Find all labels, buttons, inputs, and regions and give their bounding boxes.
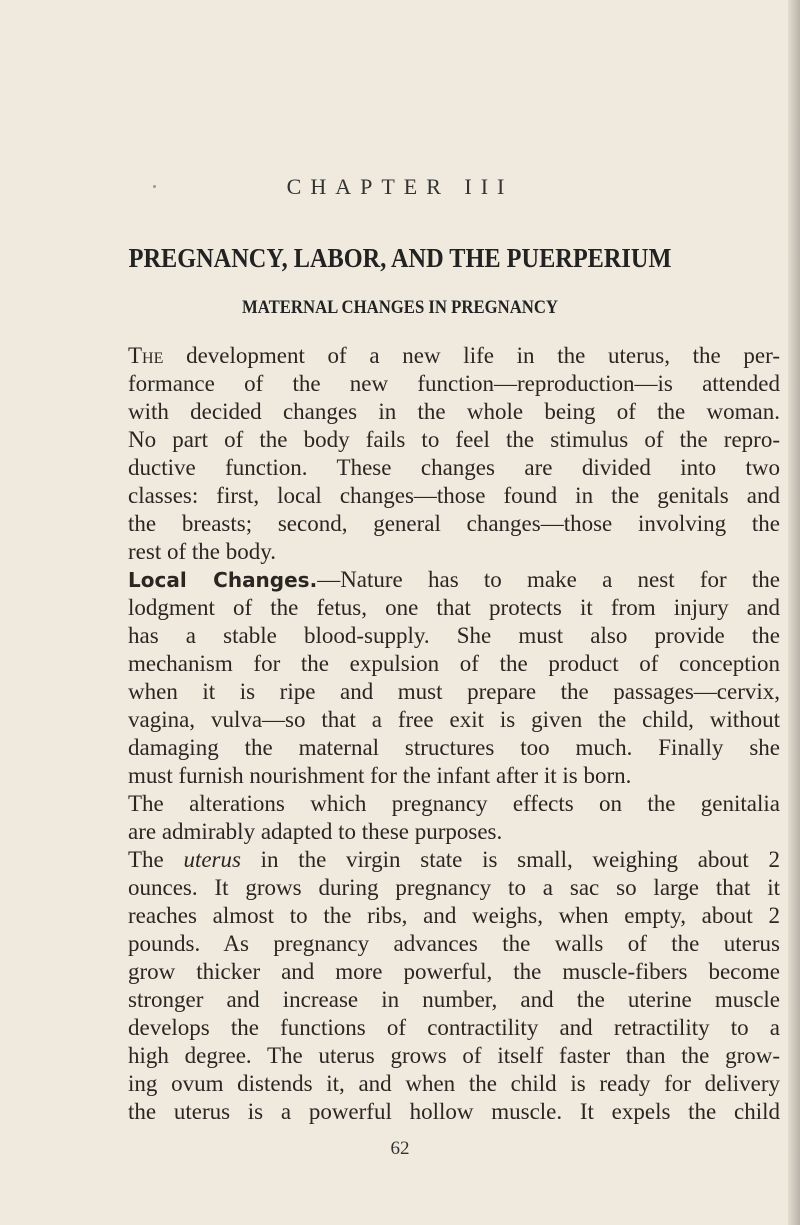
body-text [128, 342, 780, 1126]
text-line [128, 650, 780, 678]
text-span: pounds. As pregnancy advances the walls of the uterus [128, 931, 780, 956]
text-line [128, 986, 780, 1014]
text-span: ounces. It grows during pregnancy to a sac so large that it [128, 875, 780, 900]
text-line [128, 1042, 780, 1070]
chapter-heading: CHAPTER III [286, 174, 514, 199]
text-span: the uterus is a powerful hollow muscle. It expels the child [128, 1099, 780, 1124]
text-line [128, 790, 780, 818]
text-line [128, 482, 780, 510]
text-span: vagina, vulva—so that a free exit is given the child, without [128, 707, 780, 732]
text-line [128, 398, 780, 426]
text-line [128, 706, 780, 734]
text-span: high degree. The uterus grows of itself faster than the grow- [128, 1043, 780, 1068]
text-span: formance of the new function—reproduction—is attended [128, 371, 780, 396]
emphasized-text: The [128, 343, 164, 368]
text-span: damaging the maternal structures too much. Finally she [128, 735, 780, 760]
text-span: mechanism for the expulsion of the product of conception [128, 651, 780, 676]
emphasized-text: uterus [183, 847, 241, 872]
text-line [128, 426, 780, 454]
text-span: The [128, 847, 184, 872]
text-span: classes: first, local changes—those found in the genitals and [128, 483, 780, 508]
text-span: grow thicker and more powerful, the muscle-fibers become [128, 959, 780, 984]
text-span: development of a new life in the uterus, the per- [163, 343, 780, 368]
text-span: ductive function. These changes are divided into two [128, 455, 780, 480]
text-span: the breasts; second, general changes—those involving the [128, 511, 780, 536]
text-line [128, 370, 780, 398]
text-line [128, 342, 780, 370]
text-span: lodgment of the fetus, one that protects it from injury and [128, 595, 780, 620]
text-span: —Nature has to make a nest for the [317, 567, 781, 592]
emphasized-text: Local Changes. [128, 568, 318, 592]
text-line [128, 1014, 780, 1042]
text-line [128, 566, 780, 594]
text-span: reaches almost to the ribs, and weighs, when empty, about 2 [128, 903, 780, 928]
text-line [128, 678, 780, 706]
text-line [128, 734, 780, 762]
text-span: when it is ripe and must prepare the passages—cervix, [128, 679, 780, 704]
text-line [128, 930, 780, 958]
text-line [128, 594, 780, 622]
text-line [128, 622, 780, 650]
text-span: rest of the body. [128, 539, 276, 564]
text-span: with decided changes in the whole being of the woman. [128, 399, 780, 424]
text-span: must furnish nourishment for the infant after it is born. [128, 763, 632, 788]
text-span: has a stable blood-supply. She must also provide the [128, 623, 780, 648]
text-line [128, 510, 780, 538]
text-line [128, 874, 780, 902]
section-heading: MATERNAL CHANGES IN PREGNANCY [241, 297, 559, 318]
text-line [128, 762, 780, 790]
text-line [128, 902, 780, 930]
text-span: No part of the body fails to feel the stimulus of the repro- [128, 427, 780, 452]
text-span: The alterations which pregnancy effects on the genitalia [128, 791, 780, 816]
text-span: ing ovum distends it, and when the child is ready for delivery [128, 1071, 780, 1096]
text-line [128, 538, 780, 566]
text-line [128, 454, 780, 482]
page-number: 62 [390, 1138, 410, 1159]
text-span: in the virgin state is small, weighing about 2 [240, 847, 780, 872]
text-line [128, 1098, 780, 1126]
text-span: develops the functions of contractility and retractility to a [128, 1015, 780, 1040]
text-line [128, 846, 780, 874]
text-span: are admirably adapted to these purposes. [128, 819, 503, 844]
text-line [128, 1070, 780, 1098]
text-span: stronger and increase in number, and the uterine muscle [128, 987, 780, 1012]
text-line [128, 958, 780, 986]
text-line [128, 818, 780, 846]
chapter-title: PREGNANCY, LABOR, AND THE PUERPERIUM [128, 243, 672, 273]
